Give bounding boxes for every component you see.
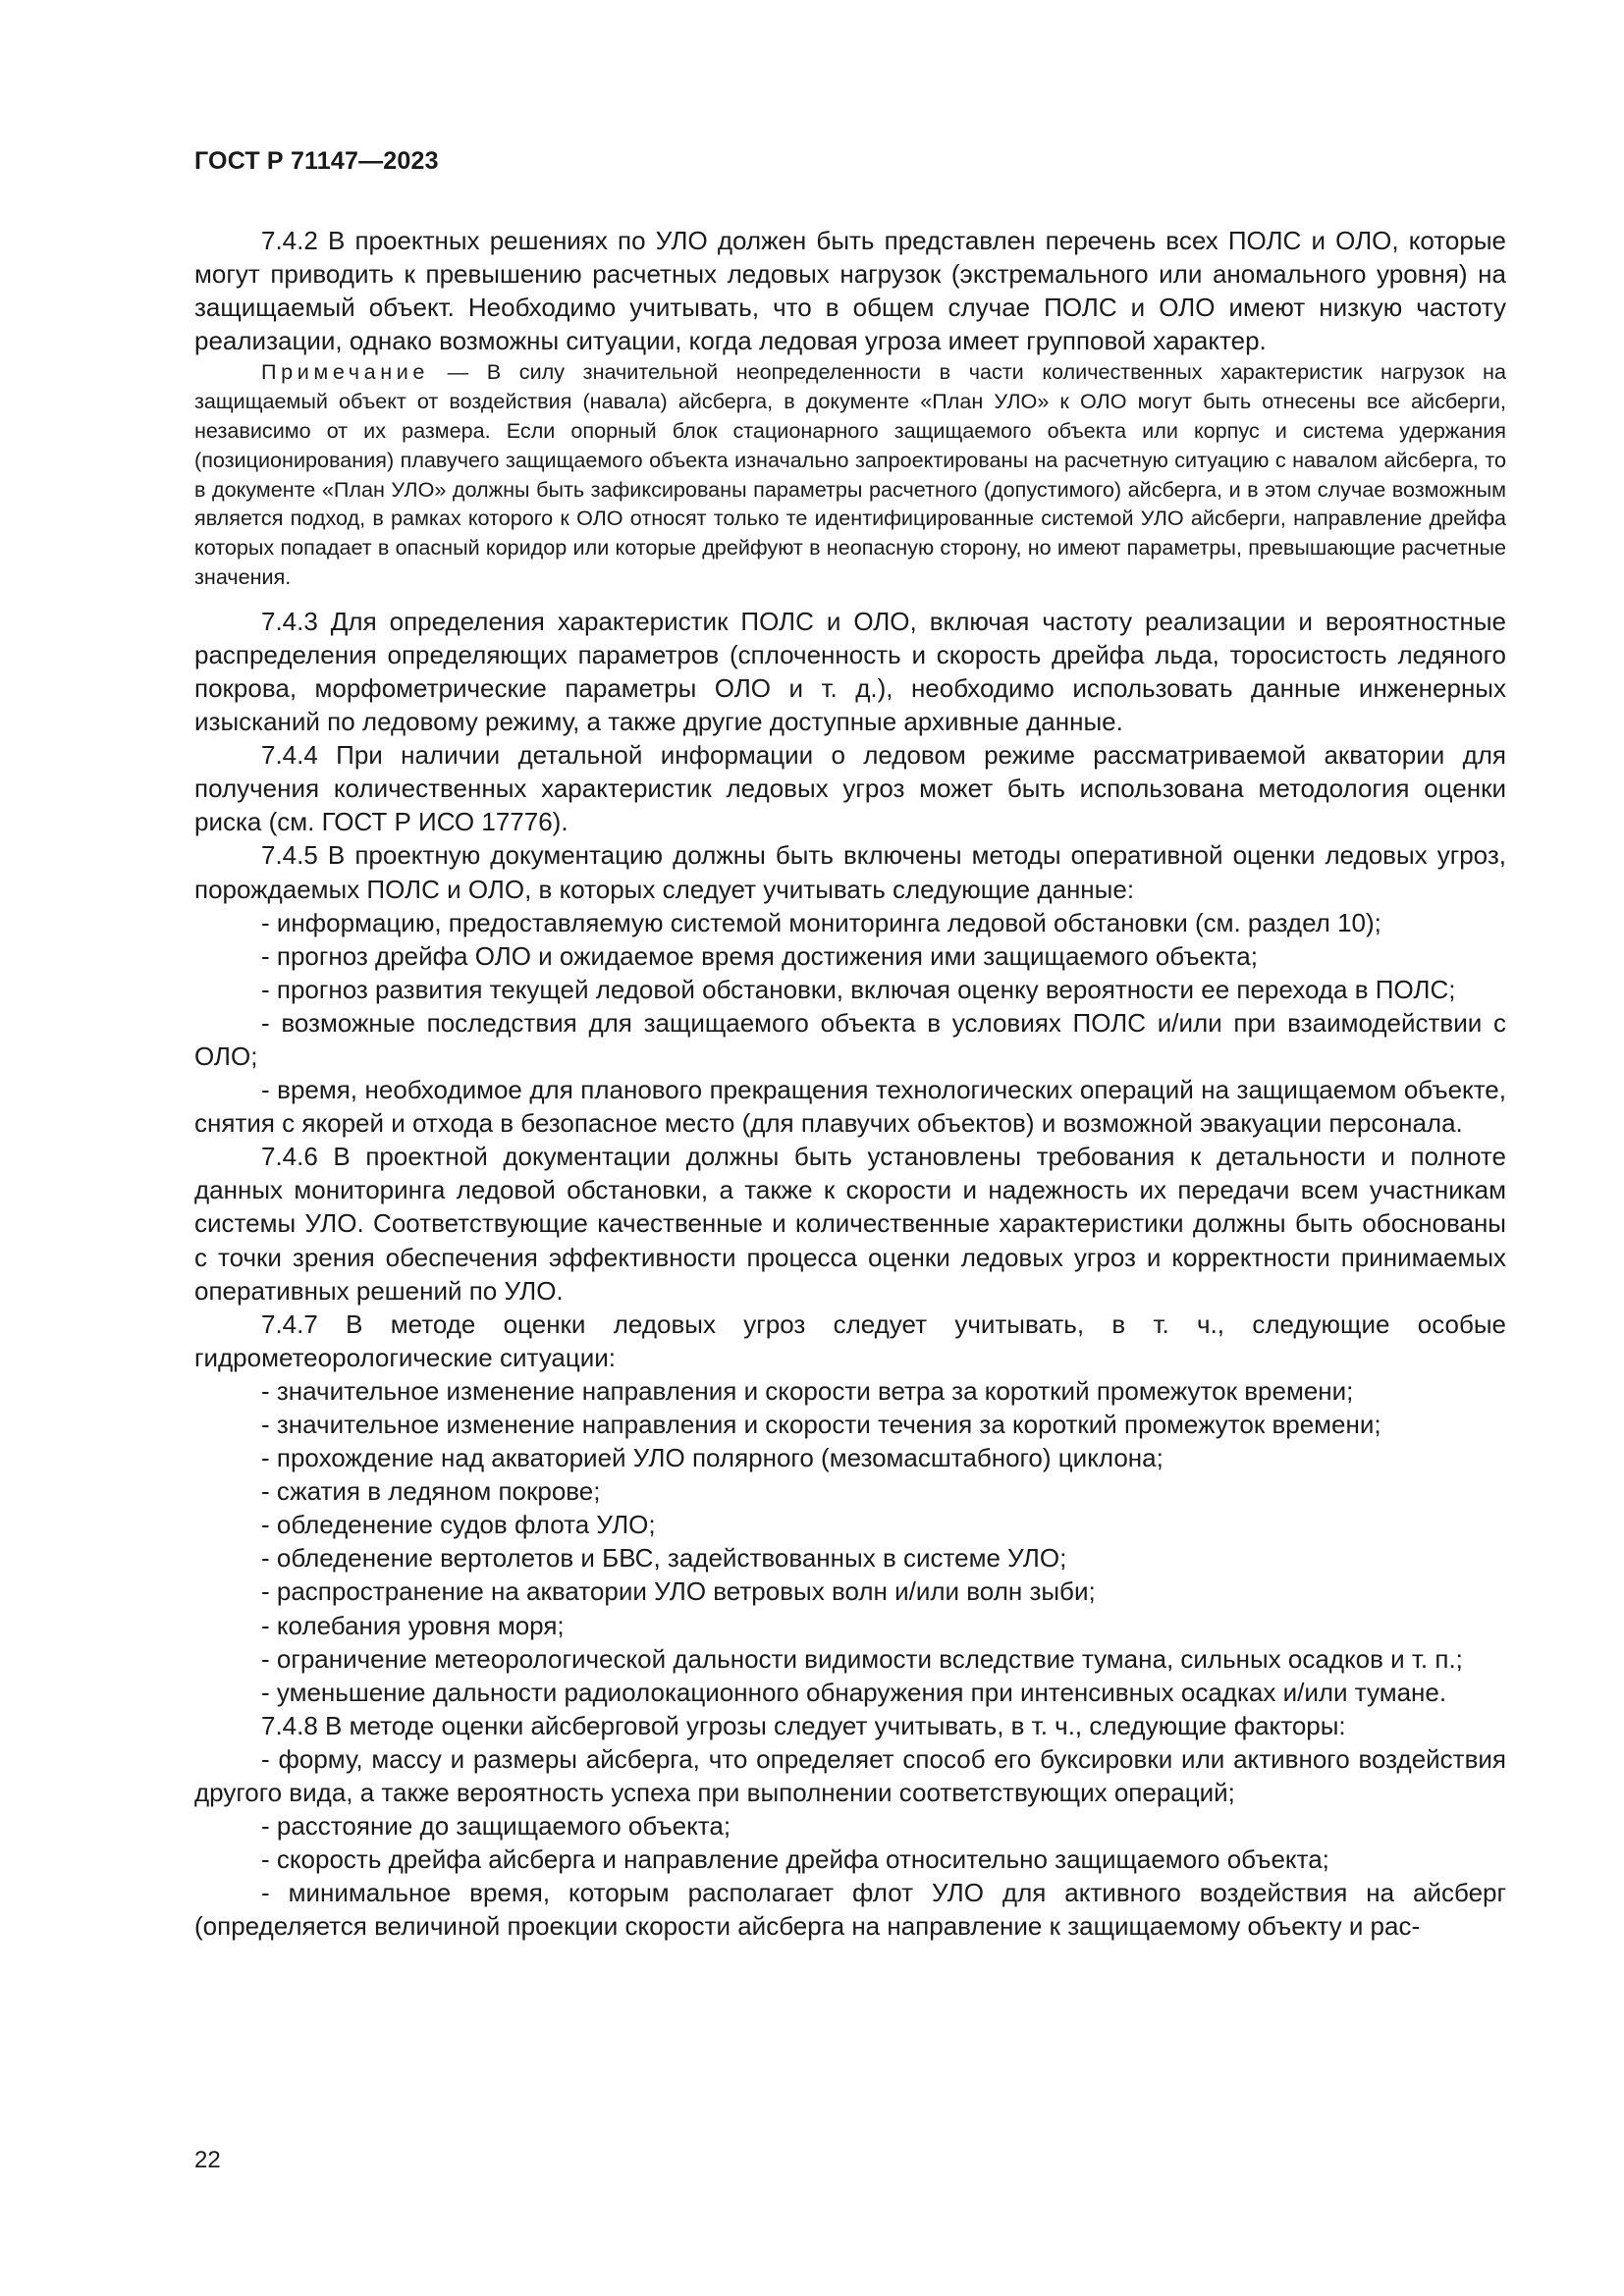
paragraph-7-4-7: 7.4.7 В методе оценки ледовых угроз следует учитывать, в т. ч., следующие особые гидрометеорологические ситуации: [194, 1308, 1506, 1372]
note-block [194, 357, 1506, 591]
list-item: - значительное изменение направления и скорости ветра за короткий промежуток времени; [261, 1375, 1354, 1406]
page-body [194, 224, 1506, 1944]
list-item: - прогноз дрейфа ОЛО и ожидаемое время достижения ими защищаемого объекта; [261, 940, 1258, 971]
paragraph-7-4-8: 7.4.8 В методе оценки айсберговой угрозы следует учитывать, в т. ч., следующие факторы: [261, 1710, 1346, 1740]
paragraph-7-4-5: 7.4.5 В проектную документацию должны быть включены методы оперативной оценки ледовых угроз, порождаемых ПОЛС и ОЛО, в которых следует учитывать следующие данные: [194, 840, 1506, 904]
note-label: Примечание [261, 359, 429, 385]
list-item: - уменьшение дальности радиолокационного обнаружения при интенсивных осадках и/или тумане. [261, 1677, 1447, 1707]
list-item: - возможные последствия для защищаемого объекта в условиях ПОЛС и/или при взаимодействии с ОЛО; [194, 1007, 1506, 1071]
list-item: - информацию, предоставляемую системой мониторинга ледовой обстановки (см. раздел 10); [261, 907, 1381, 937]
list-item: - форму, массу и размеры айсберга, что определяет способ его буксировки или активного воздействия другого вида, а также вероятность успеха при выполнении соответствующих операций; [194, 1743, 1506, 1808]
paragraph-7-4-4: 7.4.4 При наличии детальной информации о ледовом режиме рассматриваемой акватории для получения количественных характеристик ледовых угроз может быть использована методология оценки риска (см. ГОСТ Р ИСО 17776). [194, 740, 1506, 837]
list-item: - скорость дрейфа айсберга и направление дрейфа относительно защищаемого объекта; [261, 1844, 1329, 1875]
list-item: - сжатия в ледяном покрове; [261, 1476, 601, 1507]
list-item: - обледенение судов флота УЛО; [261, 1510, 656, 1540]
page-header-doc-id: ГОСТ Р 71147—2023 [194, 147, 439, 175]
list-item: - время, необходимое для планового прекращения технологических операций на защищаемом объекте, снятия с якорей и отхода в безопасное место (для плавучих объектов) и возможной эвакуации персонала. [194, 1075, 1506, 1139]
paragraph-7-4-2: 7.4.2 В проектных решениях по УЛО должен быть представлен перечень всех ПОЛС и ОЛО, которые могут приводить к превышению расчетных ледовых нагрузок (экстремального или аномального уровня) на защищаемый объект. Необходимо учитывать, что в общем случае ПОЛС и ОЛО имеют низкую частоту реализации, однако возможны ситуации, когда ледовая угроза имеет групповой характер. [194, 226, 1506, 356]
page-number: 22 [194, 2147, 221, 2173]
list-item: - ограничение метеорологической дальности видимости вследствие тумана, сильных осадков и т. п.; [261, 1643, 1463, 1674]
list-item: - значительное изменение направления и скорости течения за короткий промежуток времени; [261, 1410, 1381, 1439]
paragraph-7-4-6: 7.4.6 В проектной документации должны быть установлены требования к детальности и полноте данных мониторинга ледовой обстановки, а также к скорости и надежность их передачи всем участникам системы УЛО. Соответствующие качественные и количественные характеристики должны быть обоснованы с точки зрения обеспечения эффективности процесса оценки ледовых угроз и корректности принимаемых оперативных решений по УЛО. [194, 1142, 1506, 1306]
list-item: - обледенение вертолетов и БВС, задействованных в системе УЛО; [261, 1543, 1067, 1574]
list-item: - прогноз развития текущей ледовой обстановки, включая оценку вероятности ее перехода в ПОЛС; [261, 974, 1456, 1004]
list-item: - минимальное время, которым располагает флот УЛО для активного воздействия на айсберг (определяется величиной проекции скорости айсберга на направление к защищаемому объекту и рас- [194, 1878, 1506, 1942]
paragraph-7-4-3: 7.4.3 Для определения характеристик ПОЛС и ОЛО, включая частоту реализации и вероятностные распределения определяющих параметров (сплоченность и скорость дрейфа льда, торосистость ледяного покрова, морфометрические параметры ОЛО и т. д.), необходимо использовать данные инженерных изысканий по ледовому режиму, а также другие доступные архивные данные. [194, 606, 1506, 737]
list-item: - колебания уровня моря; [261, 1610, 565, 1640]
note-text: — В силу значительной неопределенности в части количественных характеристик нагрузок на защищаемый объект от воздействия (навала) айсберга, в документе «План УЛО» к ОЛО могут быть отнесены все айсберги, независимо от их размера. Если опорный блок стационарного защищаемого объекта или корпус и система удержания (позиционирования) плавучего защищаемого объекта изначально запроектированы на расчетную ситуацию с навалом айсберга, то в документе «План УЛО» должны быть зафиксированы параметры расчетного (допустимого) айсберга, и в этом случае возможным является подход, в рамках которого к ОЛО относят только те идентифицированные системой УЛО айсберги, направление дрейфа которых попадает в опасный коридор или которые дрейфуют в неопасную сторону, но имеют параметры, превышающие расчетные значения. [194, 359, 1506, 589]
list-item: - распространение на акватории УЛО ветровых волн и/или волн зыби; [261, 1576, 1096, 1607]
list-item: - расстояние до защищаемого объекта; [261, 1811, 731, 1842]
list-item: - прохождение над акваторией УЛО полярного (мезомасштабного) циклона; [261, 1443, 1164, 1473]
